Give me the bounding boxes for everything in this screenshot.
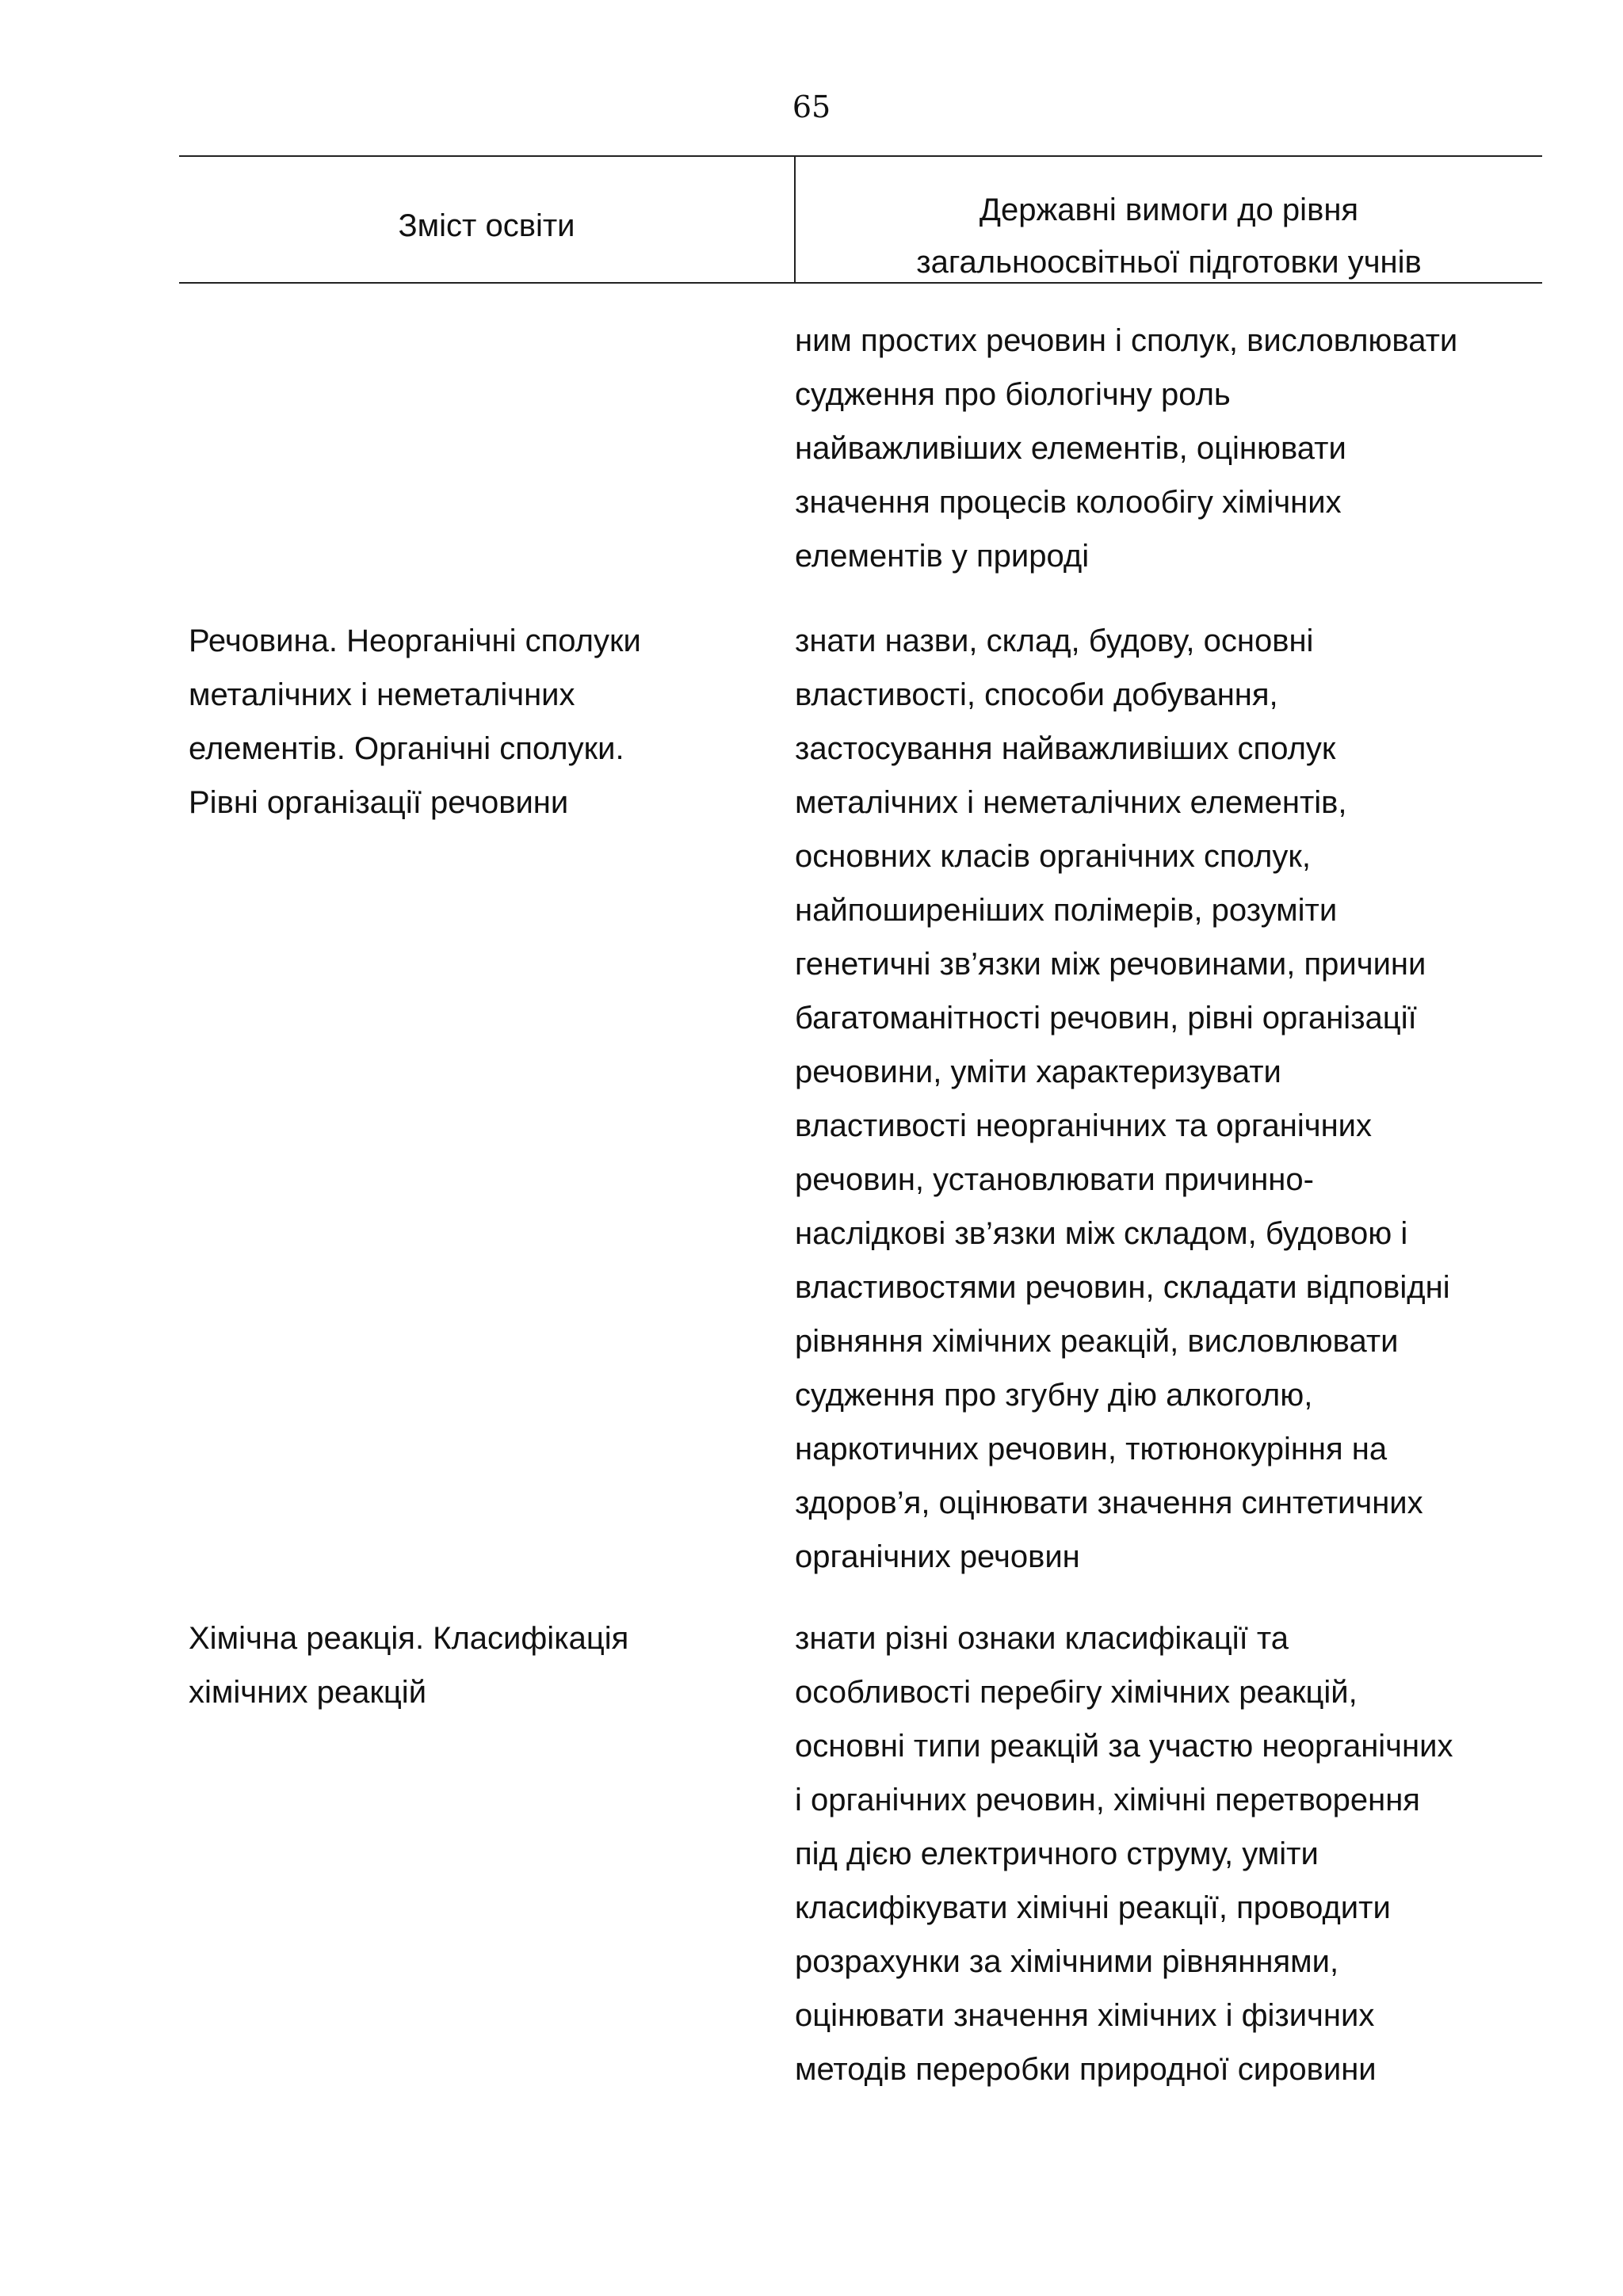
text-line: металічних і неметалічних елементів, bbox=[795, 785, 1347, 820]
text-line: рівняння хімічних реакцій, висловлювати bbox=[795, 1324, 1399, 1359]
text-line: металічних і неметалічних bbox=[189, 677, 575, 712]
header-content-column bbox=[179, 157, 794, 282]
text-line: хімічних реакцій bbox=[189, 1675, 427, 1710]
text-line: органічних речовин bbox=[795, 1539, 1080, 1574]
text-line: наркотичних речовин, тютюнокуріння на bbox=[795, 1432, 1388, 1466]
row-content-cell bbox=[189, 614, 767, 830]
header-content-label: Зміст освіти bbox=[398, 208, 575, 243]
text-line: ним простих речовин і сполук, висловлювати bbox=[795, 323, 1458, 358]
table-header bbox=[179, 155, 1542, 284]
row-requirements-cell bbox=[795, 1611, 1556, 2096]
text-line: основних класів органічних сполук, bbox=[795, 839, 1311, 874]
page-number: 65 bbox=[792, 90, 831, 124]
text-line: Речовина. Неорганічні сполуки bbox=[189, 624, 641, 658]
text-line: особливості перебігу хімічних реакцій, bbox=[795, 1675, 1358, 1710]
text-line: Рівні організації речовини bbox=[189, 785, 569, 820]
text-line: оцінювати значення хімічних і фізичних bbox=[795, 1998, 1375, 2033]
text-line: властивостями речовин, складати відповідні bbox=[795, 1270, 1450, 1305]
text-line: найважливіших елементів, оцінювати bbox=[795, 431, 1346, 466]
header-requirements-column bbox=[796, 184, 1542, 288]
text-line: розрахунки за хімічними рівняннями, bbox=[795, 1944, 1339, 1979]
text-line: судження про біологічну роль bbox=[795, 377, 1231, 412]
text-line: речовин, установлювати причинно- bbox=[795, 1162, 1314, 1197]
text-line: елементів у природі bbox=[795, 539, 1090, 574]
text-line: основні типи реакцій за участю неорганічних bbox=[795, 1729, 1453, 1764]
text-line: генетичні зв’язки між речовинами, причини bbox=[795, 947, 1426, 982]
row-requirements-cell bbox=[795, 614, 1556, 1584]
text-line: під дією електричного струму, уміти bbox=[795, 1836, 1319, 1871]
text-line: багатоманітності речовин, рівні організації bbox=[795, 1001, 1417, 1035]
text-line: властивості, способи добування, bbox=[795, 677, 1278, 712]
text-line: знати назви, склад, будову, основні bbox=[795, 624, 1314, 658]
text-line: Хімічна реакція. Класифікація bbox=[189, 1621, 629, 1656]
text-line: застосування найважливіших сполук bbox=[795, 731, 1336, 766]
header-requirements-line: загальноосвітньої підготовки учнів bbox=[916, 245, 1422, 280]
text-line: елементів. Органічні сполуки. bbox=[189, 731, 624, 766]
row-content-cell bbox=[189, 1611, 767, 1719]
text-line: методів переробки природної сировини bbox=[795, 2052, 1377, 2087]
text-line: наслідкові зв’язки між складом, будовою і bbox=[795, 1216, 1408, 1251]
text-line: властивості неорганічних та органічних bbox=[795, 1108, 1373, 1143]
text-line: знати різні ознаки класифікації та bbox=[795, 1621, 1289, 1656]
header-requirements-line: Державні вимоги до рівня bbox=[979, 193, 1359, 227]
row-requirements-cell bbox=[795, 314, 1556, 583]
text-line: здоров’я, оцінювати значення синтетичних bbox=[795, 1486, 1423, 1520]
text-line: найпоширеніших полімерів, розуміти bbox=[795, 893, 1338, 928]
text-line: речовини, уміти характеризувати bbox=[795, 1055, 1281, 1089]
text-line: і органічних речовин, хімічні перетворення bbox=[795, 1783, 1420, 1817]
text-line: судження про згубну дію алкоголю, bbox=[795, 1378, 1313, 1413]
text-line: значення процесів колообігу хімічних bbox=[795, 485, 1342, 520]
text-line: класифікувати хімічні реакції, проводити bbox=[795, 1890, 1391, 1925]
